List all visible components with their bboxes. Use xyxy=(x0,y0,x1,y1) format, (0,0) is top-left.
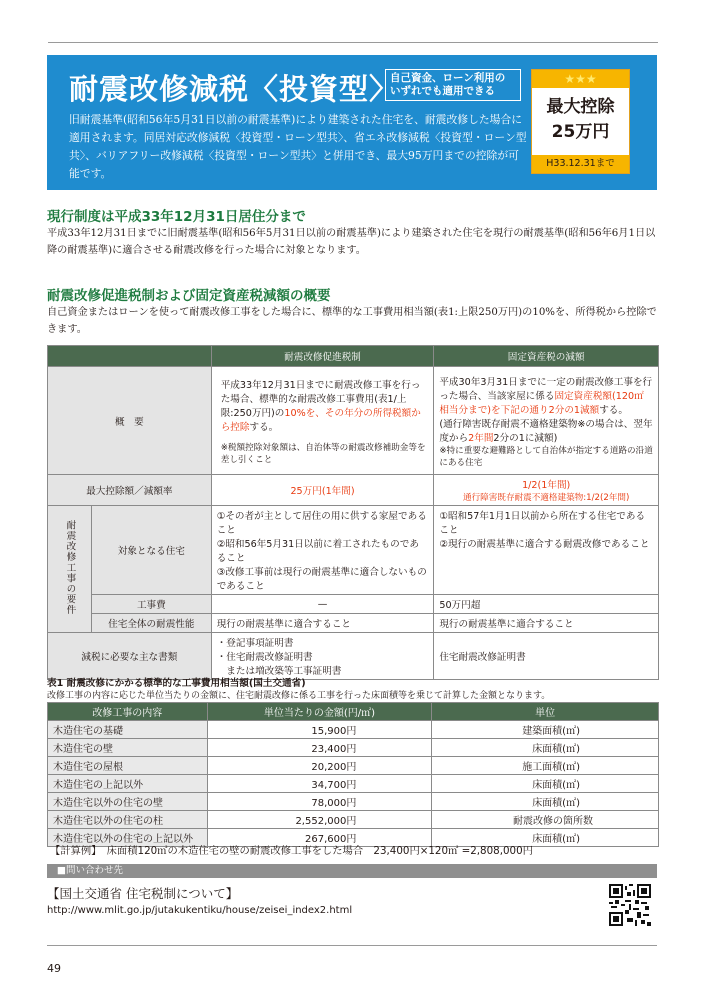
table-header-tax: 耐震改修促進税制 xyxy=(211,346,434,367)
requirements-label: 耐震改修工事の要件 xyxy=(64,519,76,616)
section-heading-overview: 耐震改修促進税制および固定資産税減額の概要 xyxy=(47,288,331,304)
row-label-target: 対象となる住宅 xyxy=(91,506,211,595)
cost-amount: 2,552,000円 xyxy=(207,811,432,829)
overview-property-note: ※特に重要な避難路として自治体が指定する道路の沿道にある住宅 xyxy=(439,445,653,468)
contact-url-link[interactable]: http://www.mlit.go.jp/jutakukentiku/house/zeisei_index2.html xyxy=(47,905,353,916)
max-tax-value: 25万円(1年間) xyxy=(211,475,434,506)
cost-amount: 20,200円 xyxy=(207,757,432,775)
calculation-example: 【計算例】 床面積120㎡の木造住宅の壁の耐震改修工事をした場合 23,400円×120㎡ =2,808,000円 xyxy=(50,845,533,857)
table1-title: 表1 耐震改修にかかる標準的な工事費用相当額(国土交通省) xyxy=(47,678,306,689)
table-row xyxy=(48,793,659,811)
cost-content: 木造住宅の上記以外 xyxy=(48,775,208,793)
table-row xyxy=(48,757,659,775)
cost-table xyxy=(47,702,659,847)
cost-amount: 34,700円 xyxy=(207,775,432,793)
section-text-overview: 自己資金またはローンを使って耐震改修工事をした場合に、標準的な工事費用相当額(表1:上限250万円)の10%を、所得税から控除できます。 xyxy=(47,307,657,335)
cost-content: 木造住宅の壁 xyxy=(48,739,208,757)
cost-content: 木造住宅の屋根 xyxy=(48,757,208,775)
overview-property-end2: 2分の1に減額) xyxy=(493,432,558,444)
contact-title: 【国土交通省 住宅税制について】 xyxy=(47,886,239,901)
cost-unit: 床面積(㎡) xyxy=(432,793,659,811)
cost-unit: 施工面積(㎡) xyxy=(432,757,659,775)
row-label-overview: 概 要 xyxy=(48,367,212,475)
cost-content: 木造住宅以外の住宅の上記以外 xyxy=(48,829,208,847)
documents-tax-item: ・登記事項証明書 xyxy=(216,638,294,649)
table-row xyxy=(48,775,659,793)
row-label-cost: 工事費 xyxy=(91,595,211,614)
documents-property-value: 住宅耐震改修証明書 xyxy=(434,633,659,680)
cost-amount: 23,400円 xyxy=(207,739,432,757)
row-group-requirements xyxy=(48,506,92,633)
target-property-item: ①昭和57年1月1日以前から所在する住宅であること xyxy=(439,511,646,536)
table1-description: 改修工事の内容に応じた単位当たりの金額に、住宅耐震改修に係る工事を行った床面積等を乗じて計算した金額となります。 xyxy=(47,691,551,701)
deadline-label: H33.12.31まで xyxy=(532,155,629,173)
overview-property-text: 平成30年3月31日までに一定の耐震改修工事を行った場合、当該家屋に係る xyxy=(439,376,653,402)
page-number: 49 xyxy=(47,962,61,975)
max-deduction-badge xyxy=(531,69,630,174)
table-row xyxy=(48,811,659,829)
cost-property-value: 50万円超 xyxy=(434,595,659,614)
overview-property-highlight2: 2年間 xyxy=(468,432,494,444)
page-title: 耐震改修減税〈投資型〉 xyxy=(69,72,400,106)
cost-amount: 15,900円 xyxy=(207,721,432,739)
target-tax-item: ②昭和56年5月31日以前に着工されたものであること xyxy=(216,539,419,564)
performance-tax-value: 現行の耐震基準に適合すること xyxy=(211,614,434,633)
cost-unit: 建築面積(㎡) xyxy=(432,721,659,739)
section-text-current-system: 平成33年12月31日までに旧耐震基準(昭和56年5月31日以前の耐震基準)により建築された住宅を現行の耐震基準(昭和56年6月1日以降の耐震基準)に適合させる耐震改修を行った場合に対象となります。 xyxy=(47,228,656,256)
banner-description: 旧耐震基準(昭和56年5月31日以前の耐震基準)により建築された住宅を、耐震改修した場合に適用されます。同居対応改修減税〈投資型・ローン型共〉、省エネ改修減税〈投資型・ローン型共〉、バリアフリー改修減税〈投資型・ローン型共〉と併用でき、最大95万円までの控除が可能です。 xyxy=(69,113,527,180)
table-row xyxy=(48,739,659,757)
target-tax-item: ①その者が主として居住の用に供する家屋であること xyxy=(216,511,427,536)
target-tax-item: ③改修工事前は現行の耐震基準に適合しないものであること xyxy=(216,567,427,592)
max-property-value: 1/2(1年間) xyxy=(522,480,571,491)
cost-unit: 床面積(㎡) xyxy=(432,739,659,757)
table-row xyxy=(48,721,659,739)
cost-header-content: 改修工事の内容 xyxy=(48,703,208,721)
cost-tax-value: — xyxy=(211,595,434,614)
target-property-cell xyxy=(434,506,659,595)
cost-unit: 耐震改修の箇所数 xyxy=(432,811,659,829)
max-deduction-amount: 25万円 xyxy=(551,122,610,142)
tax-overview-table xyxy=(47,345,659,680)
bottom-rule xyxy=(47,945,657,946)
target-property-item: ②現行の耐震基準に適合する耐震改修であること xyxy=(439,539,650,550)
cost-content: 木造住宅以外の住宅の壁 xyxy=(48,793,208,811)
top-rule xyxy=(48,42,658,43)
overview-tax-end: する。 xyxy=(249,421,279,433)
cost-content: 木造住宅以外の住宅の柱 xyxy=(48,811,208,829)
cost-unit: 床面積(㎡) xyxy=(432,775,659,793)
documents-tax-item: または増改築等工事証明書 xyxy=(216,666,342,677)
row-label-max: 最大控除額／減額率 xyxy=(48,475,212,506)
target-tax-cell xyxy=(211,506,434,595)
table-header-blank xyxy=(48,346,212,367)
cost-header-unit: 単位 xyxy=(432,703,659,721)
overview-tax-cell xyxy=(211,367,434,475)
overview-tax-highlight: 10%を、その年分の所得税額から控除 xyxy=(220,407,421,433)
overview-tax-note: ※税額控除対象額は、自治体等の耐震改修補助金等を差し引くこと xyxy=(220,442,426,465)
table-header-property-tax: 固定資産税の減額 xyxy=(434,346,659,367)
section-heading-current-system: 現行制度は平成33年12月31日居住分まで xyxy=(47,209,306,225)
max-deduction-label: 最大控除 xyxy=(546,97,615,117)
performance-property-value: 現行の耐震基準に適合すること xyxy=(434,614,659,633)
overview-property-cell xyxy=(434,367,659,475)
documents-tax-cell xyxy=(211,633,434,680)
documents-tax-item: ・住宅耐震改修証明書 xyxy=(216,652,313,663)
row-label-performance: 住宅全体の耐震性能 xyxy=(91,614,211,633)
cost-amount: 78,000円 xyxy=(207,793,432,811)
overview-property-highlight: 固定資産税額(120㎡相当分まで)を下記の通り2分の1減額 xyxy=(439,390,644,416)
applicability-note: 自己資金、ローン利用の いずれでも適用できる xyxy=(385,69,521,101)
row-label-documents: 減税に必要な主な書類 xyxy=(48,633,212,680)
overview-tax-text: 平成33年12月31日までに耐震改修工事を行った場合、標準的な耐震改修工事費用(表1/上限:250万円)の xyxy=(220,379,421,419)
overview-property-text2: (通行障害既存耐震不適格建築物※の場合は、翌年度から xyxy=(439,418,653,444)
overview-property-end: する。 xyxy=(599,404,628,416)
max-property-cell xyxy=(434,475,659,506)
contact-bar: ■問い合わせ先 xyxy=(47,864,657,878)
cost-header-amount: 単位当たりの金額(円/㎡) xyxy=(207,703,432,721)
cost-amount: 267,600円 xyxy=(207,829,432,847)
cost-content: 木造住宅の基礎 xyxy=(48,721,208,739)
header-banner xyxy=(47,55,657,190)
qr-code-icon[interactable] xyxy=(609,884,651,926)
rating-stars-icon: ★★★ xyxy=(532,70,629,88)
cost-unit: 床面積(㎡) xyxy=(432,829,659,847)
max-property-sub: 通行障害既存耐震不適格建築物:1/2(2年間) xyxy=(462,493,630,503)
